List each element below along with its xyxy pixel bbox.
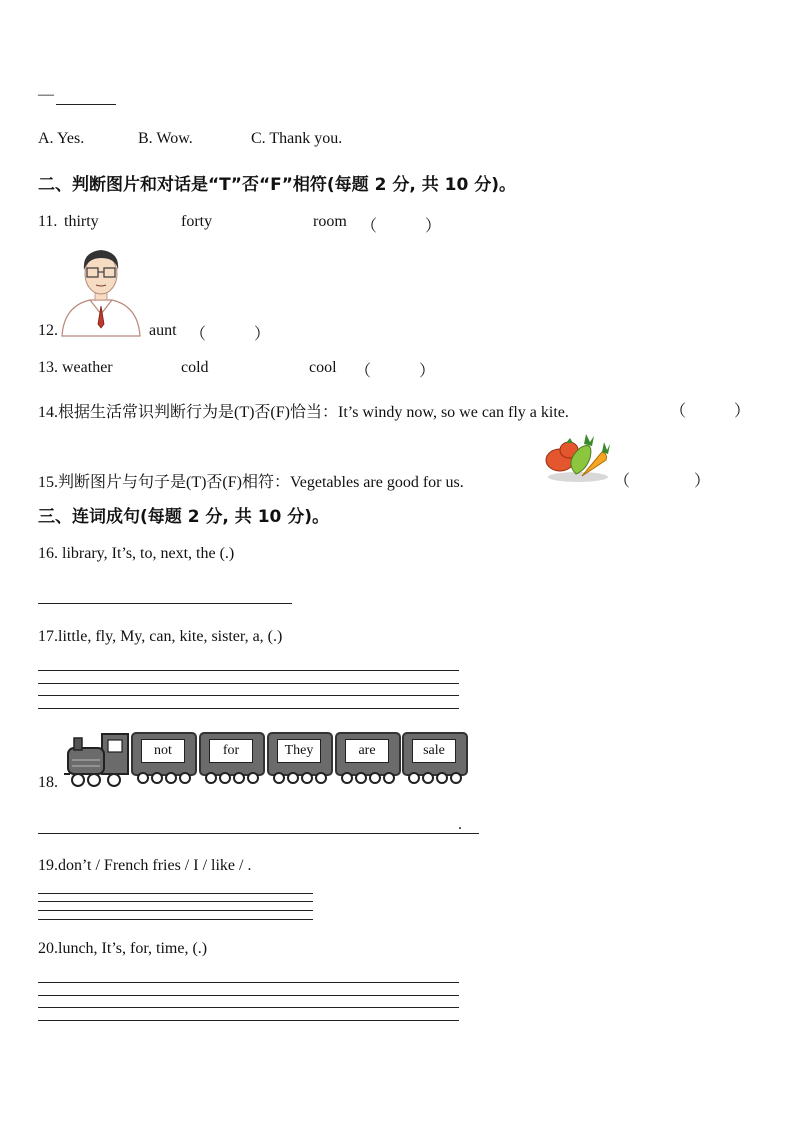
q19-writing-line-1 <box>38 893 313 894</box>
q17-writing-line-4 <box>38 708 459 709</box>
option-c: C. Thank you. <box>251 130 343 147</box>
word-card: not <box>141 739 185 763</box>
vegetables-illustration <box>544 430 612 484</box>
wheel-icon <box>219 772 231 784</box>
train-car-4[interactable] <box>335 732 401 776</box>
section-3-title: 三、连词成句(每题 2 分, 共 10 分)。 <box>38 507 330 527</box>
q19-words: 19.don’t / French fries / I / like / . <box>38 857 252 874</box>
wheel-icon <box>287 772 299 784</box>
word-card: are <box>345 739 389 763</box>
q20-words: 20.lunch, It’s, for, time, (.) <box>38 940 208 957</box>
wheel-icon <box>436 772 448 784</box>
q14-answer-paren: （ ） <box>670 403 751 420</box>
wheel-icon <box>450 772 462 784</box>
q20-writing-line-2 <box>38 995 459 996</box>
q17-writing-line-1 <box>38 670 459 671</box>
wheel-icon <box>165 772 177 784</box>
q17-writing-line-2 <box>38 683 459 684</box>
wheel-icon <box>273 772 285 784</box>
word-card: sale <box>412 739 456 763</box>
q12-answer-paren: （ ） <box>190 326 271 343</box>
q16-words: 16. library, It’s, to, next, the (.) <box>38 545 235 562</box>
q20-writing-line-3 <box>38 1007 459 1008</box>
wheel-icon <box>408 772 420 784</box>
wheel-icon <box>205 772 217 784</box>
q18-answer-line <box>38 833 479 834</box>
man-illustration <box>60 244 142 338</box>
q16-answer-line <box>38 603 292 604</box>
wheel-icon <box>137 772 149 784</box>
wheel-icon <box>315 772 327 784</box>
train-car-2[interactable] <box>199 732 265 776</box>
wheel-icon <box>247 772 259 784</box>
wheel-icon <box>369 772 381 784</box>
wheel-icon <box>179 772 191 784</box>
wheel-icon <box>355 772 367 784</box>
train-car-3[interactable] <box>267 732 333 776</box>
q11-number: 11. <box>38 213 58 230</box>
section-2-title: 二、判断图片和对话是“T”否“F”相符(每题 2 分, 共 10 分)。 <box>38 175 516 195</box>
q13-word-2: cold <box>181 359 209 376</box>
q13-word-1: weather <box>62 359 113 376</box>
q19-writing-line-2 <box>38 901 313 902</box>
train-engine <box>60 730 132 788</box>
q17-words: 17.little, fly, My, can, kite, sister, a, (.) <box>38 628 283 645</box>
wheel-icon <box>422 772 434 784</box>
q20-writing-line-1 <box>38 982 459 983</box>
wheel-icon <box>233 772 245 784</box>
q13-answer-paren: （ ） <box>355 363 436 380</box>
option-b: B. Wow. <box>138 130 193 147</box>
q18-number: 18. <box>38 774 58 791</box>
wheel-icon <box>341 772 353 784</box>
answer-line <box>56 104 116 105</box>
q12-word: aunt <box>149 322 177 339</box>
wheel-icon <box>301 772 313 784</box>
word-card: They <box>277 739 321 763</box>
wheel-icon <box>383 772 395 784</box>
q18-end-period: . <box>458 816 462 833</box>
q11-word-3: room <box>313 213 347 230</box>
word-card: for <box>209 739 253 763</box>
q13-word-3: cool <box>309 359 337 376</box>
q19-writing-line-3 <box>38 910 313 911</box>
option-a: A. Yes. <box>38 130 85 147</box>
q11-word-2: forty <box>181 213 213 230</box>
top-dash: — <box>38 86 54 103</box>
q17-writing-line-3 <box>38 695 459 696</box>
q14-question: 14.根据生活常识判断行为是(T)否(F)恰当：It’s windy now, so we can fly a kite. <box>38 404 569 421</box>
q11-answer-paren: （ ） <box>361 218 442 235</box>
q19-writing-line-4 <box>38 919 313 920</box>
q15-answer-paren: （ ） <box>614 473 711 490</box>
q15-question: 15.判断图片与句子是(T)否(F)相符：Vegetables are good for us. <box>38 474 464 491</box>
train-car-5[interactable] <box>402 732 468 776</box>
train-car-1[interactable] <box>131 732 197 776</box>
q11-word-1: thirty <box>64 213 99 230</box>
wheel-icon <box>151 772 163 784</box>
q13-number: 13. <box>38 359 58 376</box>
q12-number: 12. <box>38 322 58 339</box>
q20-writing-line-4 <box>38 1020 459 1021</box>
